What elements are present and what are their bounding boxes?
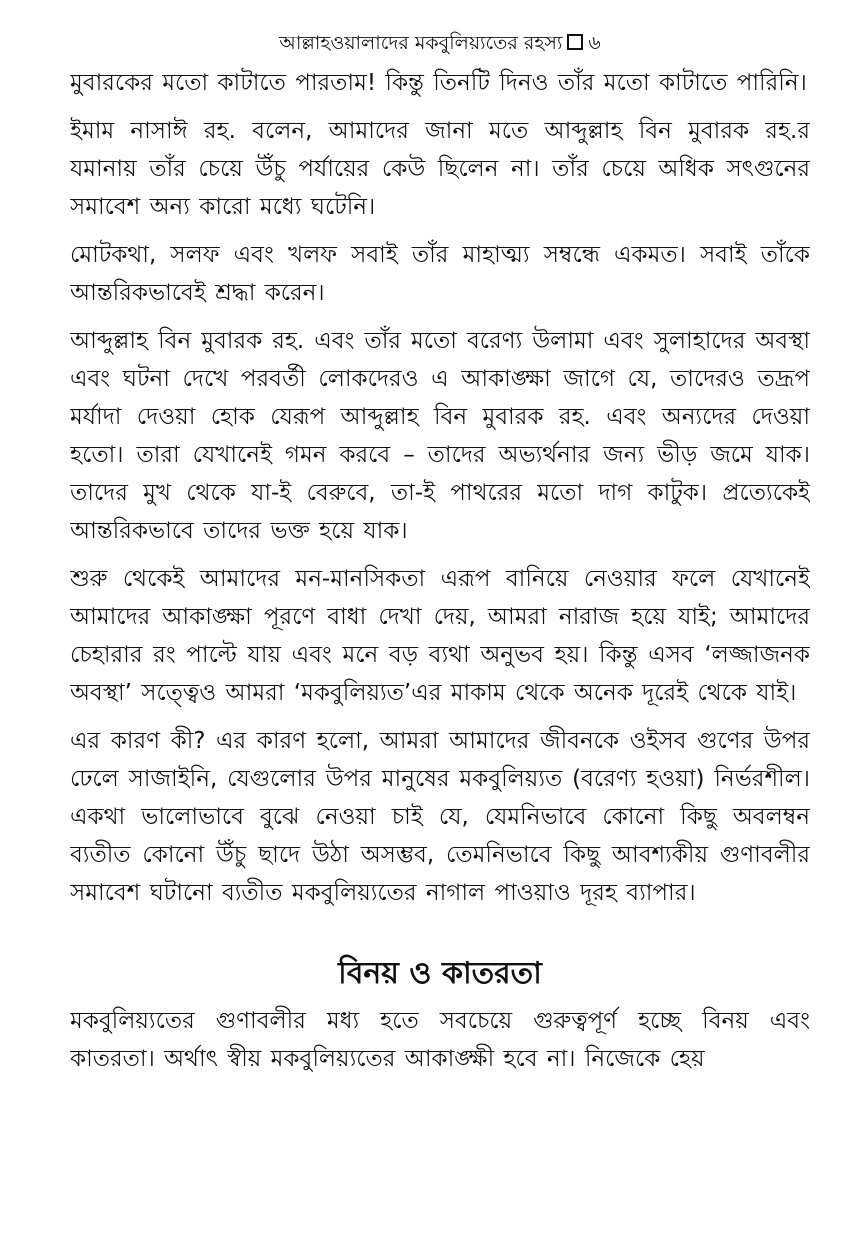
paragraph-3: মোটকথা, সলফ এবং খলফ সবাই তাঁর মাহাত্ম্য সম্বন্ধে একমত। সবাই তাঁকে আন্তরিকভাবেই শ্রদ্ধা করেন। [70,242,810,306]
paragraph-4: আব্দুল্লাহ বিন মুবারক রহ. এবং তাঁর মতো বরেণ্য উলামা এবং সুলাহাদের অবস্থা এবং ঘটনা দেখে পরবর্তী লোকদেরও এ আকাঙ্ক্ষা জাগে যে, তাদেরও তদ্রূপ মর্যাদা দেওয়া হোক যেরূপ আব্দুল্লাহ বিন মুবারক রহ. এবং অন্যদের দেওয়া হতো। তারা যেখানেই গমন করবে – তাদের অভ্যর্থনার জন্য ভীড় জমে যাক। তাদের মুখ থেকে যা-ই বেরুবে, তা-ই পাথরের মতো দাগ কাটুক। প্রত্যেকেই আন্তরিকভাবে তাদের ভক্ত হয়ে যাক। [70,328,810,544]
paragraph-6: এর কারণ কী? এর কারণ হলো, আমরা আমাদের জীবনকে ওইসব গুণের উপর ঢেলে সাজাইনি, যেগুলোর উপর মানুষের মকবুলিয়্যত (বরেণ্য হওয়া) নির্ভরশীল। একথা ভালোভাবে বুঝে নেওয়া চাই যে, যেমনিভাবে কোনো কিছু অবলম্বন ব্যতীত কোনো উঁচু ছাদে উঠা অসম্ভব, তেমনিভাবে কিছু আবশ্যকীয় গুণাবলীর সমাবেশ ঘটানো ব্যতীত মকবুলিয়্যতের নাগাল পাওয়াও দূরহ ব্যাপার। [70,728,810,906]
paragraph-2: ইমাম নাসাঈ রহ. বলেন, আমাদের জানা মতে আব্দুল্লাহ বিন মুবারক রহ.র যমানায় তাঁর চেয়ে উঁচু পর্যায়ের কেউ ছিলেন না। তাঁর চেয়ে অধিক সৎগুনের সমাবেশ অন্য কারো মধ্যে ঘটেনি। [70,118,810,220]
running-head-title: আল্লাহওয়ালাদের মকবুলিয়্যতের রহস্য [279,32,563,54]
book-page [70,30,810,1240]
paragraph-1: মুবারকের মতো কাটাতে পারতাম! কিন্তু তিনটি দিনও তাঁর মতো কাটাতে পারিনি। [70,70,807,96]
section-paragraph: মকবুলিয়্যতের গুণাবলীর মধ্য হতে সবচেয়ে গুরুত্বপূর্ণ হচ্ছে বিনয় এবং কাতরতা। অর্থাৎ স্বীয় মকবুলিয়্যতের আকাঙ্ক্ষী হবে না। নিজেকে হেয় [70,1008,810,1072]
separator-box-icon [567,34,583,50]
paragraph-5: শুরু থেকেই আমাদের মন-মানসিকতা এরূপ বানিয়ে নেওয়ার ফলে যেখানেই আমাদের আকাঙ্ক্ষা পূরণে বাধা দেখা দেয়, আমরা নারাজ হয়ে যাই; আমাদের চেহারার রং পাল্টে যায় এবং মনে বড় ব্যথা অনুভব হয়। কিন্তু এসব ‘লজ্জাজনক অবস্থা’ সত্ত্বেও আমরা ‘মকবুলিয়্যত’এর মাকাম থেকে অনেক দূরেই থেকে যাই। [70,566,810,706]
page-number: ৬ [588,32,601,54]
section-heading: বিনয় ও কাতরতা [338,956,542,991]
running-head [70,30,810,64]
